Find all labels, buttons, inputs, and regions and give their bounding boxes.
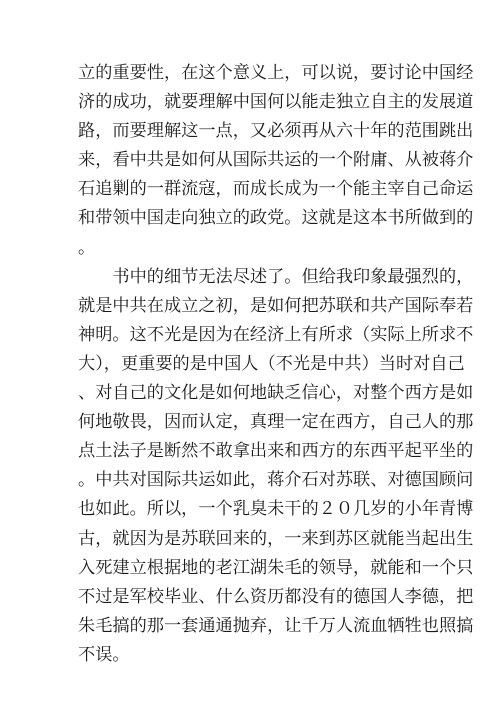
text-line: 、对自己的文化是如何地缺乏信心，对整个西方是如 <box>78 383 474 404</box>
text-line: 和带领中国走向独立的政党。这就是这本书所做到的 <box>78 208 474 229</box>
text-line: 何地敬畏，因而认定，真理一定在西方，自己人的那 <box>78 412 474 433</box>
text-line: 也如此。所以，一个乳臭未干的２０几岁的小年青博 <box>78 499 474 520</box>
text-line: 立的重要性，在这个意义上，可以说，要讨论中国经 <box>78 63 474 83</box>
text-line: 入死建立根据地的老江湖朱毛的领导，就能和一个只 <box>78 557 474 578</box>
text-line: 不误。 <box>78 644 130 665</box>
text-line: 不过是军校毕业、什么资历都没有的德国人李德，把 <box>78 586 474 607</box>
text-line: 石追剿的一群流寇，而成长成为一个能主宰自己命运 <box>78 179 474 200</box>
text-line: 。 <box>78 237 96 258</box>
text-line: 古，就因为是苏联回来的，一来到苏区就能当起出生 <box>78 528 474 549</box>
body-text <box>78 59 474 670</box>
text-line: 点土法子是断然不敢拿出来和西方的东西平起平坐的 <box>78 441 474 462</box>
text-line: 神明。这不光是因为在经济上有所求（实际上所求不 <box>78 324 474 345</box>
text-line: 来，看中共是如何从国际共运的一个附庸、从被蒋介 <box>78 150 474 171</box>
text-line: 朱毛搞的那一套通通抛弃，让千万人流血牺牲也照搞 <box>78 615 474 636</box>
text-line: 书中的细节无法尽述了。但给我印象最强烈的， <box>78 266 474 287</box>
text-line: 。中共对国际共运如此，蒋介石对苏联、对德国顾问 <box>78 470 474 491</box>
text-line: 路，而要理解这一点，又必须再从六十年的范围跳出 <box>78 121 474 142</box>
text-line: 大），更重要的是中国人（不光是中共）当时对自己 <box>78 353 465 374</box>
text-line: 就是中共在成立之初，是如何把苏联和共产国际奉若 <box>78 295 474 316</box>
text-line: 济的成功，就要理解中国何以能走独立自主的发展道 <box>78 92 474 113</box>
